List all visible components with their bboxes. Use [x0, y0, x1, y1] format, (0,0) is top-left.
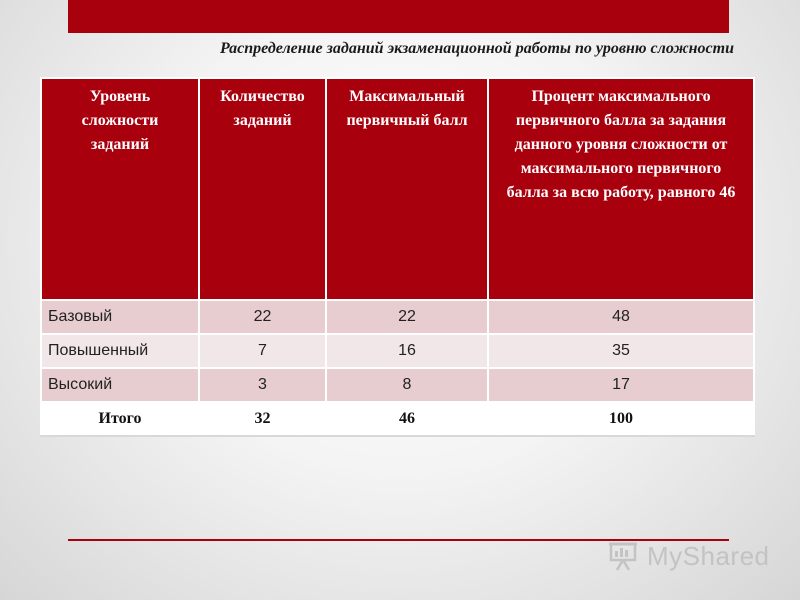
table-total-row [41, 402, 754, 436]
cell-percent: 17 [488, 368, 754, 402]
header-difficulty-level: Уровень сложности заданий [41, 78, 199, 300]
watermark-text: MyShared [647, 541, 770, 571]
cell-total-label: Итого [41, 402, 199, 436]
cell-max-score: 22 [326, 300, 488, 334]
cell-task-count: 3 [199, 368, 326, 402]
cell-level: Базовый [41, 300, 199, 334]
header-max-score-percent: Процент максимального первичного балла за задания данного уровня сложности от максимального первичного балла за всю работу, равного 46 [488, 78, 754, 300]
cell-percent: 35 [488, 334, 754, 368]
table-header-row [41, 78, 754, 300]
header-task-count: Количество заданий [199, 78, 326, 300]
table-row [41, 300, 754, 334]
cell-total-max-score: 46 [326, 402, 488, 436]
cell-task-count: 22 [199, 300, 326, 334]
cell-max-score: 16 [326, 334, 488, 368]
watermark-logo [607, 538, 770, 574]
cell-task-count: 7 [199, 334, 326, 368]
cell-level: Высокий [41, 368, 199, 402]
slide-title: Распределение заданий экзаменационной работы по уровню сложности [219, 40, 734, 57]
top-accent-bar [68, 0, 729, 33]
table-row [41, 334, 754, 368]
cell-total-percent: 100 [488, 402, 754, 436]
presentation-board-icon [607, 538, 643, 574]
table-row [41, 368, 754, 402]
cell-level: Повышенный [41, 334, 199, 368]
header-max-primary-score: Максимальный первичный балл [326, 78, 488, 300]
difficulty-distribution-table [40, 77, 755, 437]
cell-percent: 48 [488, 300, 754, 334]
cell-max-score: 8 [326, 368, 488, 402]
cell-total-task-count: 32 [199, 402, 326, 436]
